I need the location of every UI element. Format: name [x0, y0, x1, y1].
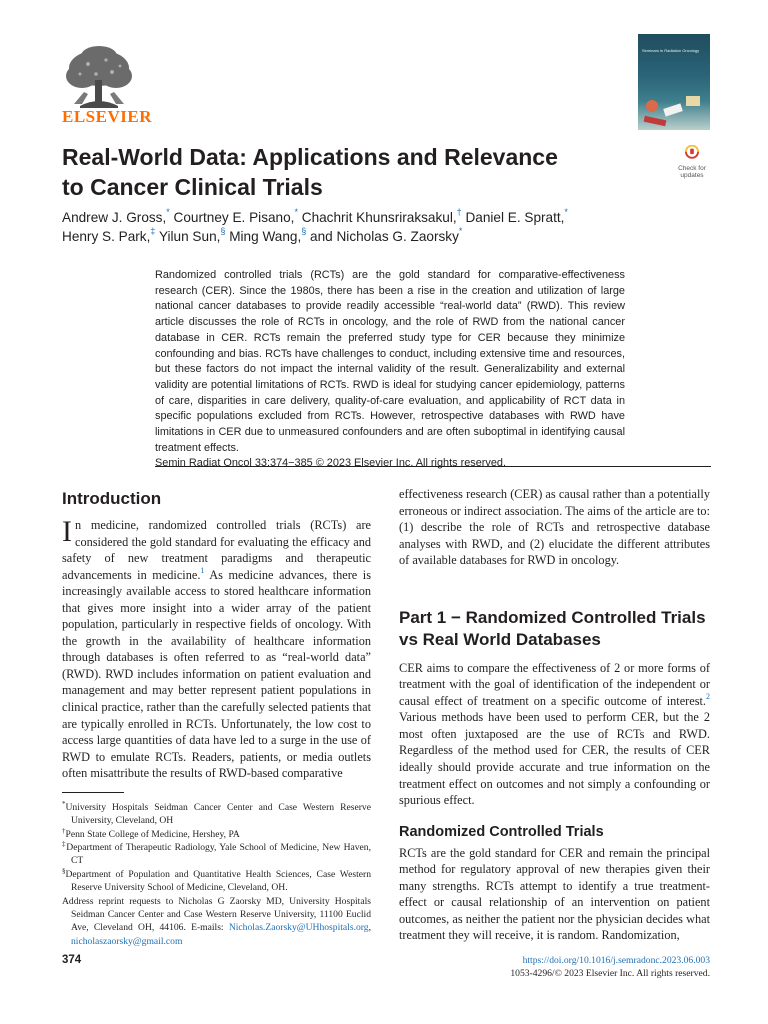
citation-link[interactable]: 2: [706, 691, 710, 701]
issn-copyright: 1053-4296/© 2023 Elsevier Inc. All rights reserved.: [510, 968, 710, 979]
cover-art-shape: [646, 100, 658, 112]
section-heading-introduction: Introduction: [62, 489, 162, 508]
author[interactable]: Andrew J. Gross,*: [62, 207, 170, 225]
author[interactable]: Ming Wang,§: [229, 226, 307, 244]
abstract-citation: Semin Radiat Oncol 33:374−385 © 2023 Elsevier Inc. All rights reserved.: [155, 457, 506, 470]
left-column: [62, 488, 371, 948]
journal-cover-thumbnail[interactable]: [638, 34, 710, 130]
affiliations: [62, 801, 371, 948]
cover-art-shape: [686, 96, 700, 106]
doi-link[interactable]: https://doi.org/10.1016/j.semradonc.2023.06.003: [522, 955, 710, 966]
publisher-name[interactable]: ELSEVIER: [62, 107, 152, 126]
article-title: Real-World Data: Applications and Relevance to Cancer Clinical Trials: [62, 144, 558, 200]
journal-cover-title: Seminars in Radiation Oncology: [642, 48, 700, 53]
author[interactable]: and Nicholas G. Zaorsky*: [310, 226, 463, 244]
intro-paragraph: In medicine, randomized controlled trials (RCTs) are considered the gold standard for evaluating the efficacy and safety of new treatment paradigms and therapeutic advancements in medicine.$^1$ As medicine advances, there is increasingly available access to stored healthcare information that gives more insight into a wider array of the patient population, particularly in respective fields of oncology. With the growth in the availability of healthcare information through databases is often referred to as “real-world data” (RWD). RWD includes information on patient evaluation and management and may better represent patient populations in clinical practice, rather than the carefully selected patients that are typically enrolled in RCTs. Unfortunately, the low cost to access large quantities of data have led to a surge in the use of RWD to emulate RCTs. Readers, patients, or media outlets often misattribute the results of RWD-based comparative: [62, 515, 371, 781]
author-list: [62, 208, 682, 246]
subsection-heading-rcts: Randomized Controlled Trials: [399, 823, 604, 840]
page-number: 374: [62, 954, 82, 966]
right-column: [399, 486, 710, 944]
affiliation-footnote: §Department of Population and Quantitative Health Sciences, Case Western Reserve University School of Medicine, Cleveland, OH.: [62, 866, 371, 894]
email-link[interactable]: Nicholas.Zaorsky@UHhospitals.org: [228, 922, 369, 934]
affiliation-footnote: †Penn State College of Medicine, Hershey, PA: [62, 826, 240, 840]
affiliation-footnote: ‡Department of Therapeutic Radiology, Yale School of Medicine, New Haven, CT: [62, 839, 372, 867]
author[interactable]: Yilun Sun,§: [158, 226, 226, 244]
correspondence-note: Address reprint requests to Nicholas G Zaorsky MD, University Hospitals Seidman Cancer Center and Case Western Reserve University, 11100 Euclid Ave, Cleveland OH, 44106. E-mails: Nicholas.Zaorsky@UHhospitals.org, nicholaszaorsky@gmail.com: [62, 895, 371, 947]
affiliation-footnote: *University Hospitals Seidman Cancer Center and Case Western Reserve University, Cleveland, OH: [62, 799, 371, 827]
check-for-updates-icon[interactable]: [674, 145, 710, 167]
part1-paragraph: CER aims to compare the effectiveness of 2 or more forms of treatment with the goal of identification of the independent or causal effect of treatment on a specific outcome of interest.$^2$ Various methods have been used to perform CER, but the 2 most often juxtaposed are the use of RCTs and RWD. Regardless of the method used for CER, the results of CER ideally should provide accurate and true information on the treatment effect on outcomes and not simply a confounding or spurious effect.: [399, 660, 710, 808]
abstract-text: Randomized controlled trials (RCTs) are the gold standard for comparative-effectiveness research (CER). Since the 1980s, there has been a rise in the creation and utilization of large national cancer databases to provide readily accessible “real-world data” (RWD). This review article discusses the role of RCTs in oncology, and the role of RWD from the national cancer database in CER. RCTs remain the preferred study type for CER because they minimize confounding and bias. RCTs have challenges to conduct, including extensive time and resources, but these factors do not impact the internal validity of the result. Generalizability and external validity are potential limitations of RCTs. RWD is ideal for studying cancer epidemiology, patterns of care, disparities in care delivery, quality-of-care evaluation, and applicability of RCT data in specific populations excluded from RCTs. However, retrospective databases with RWD have limitations in CER due to unmeasured confounders and are often suboptimal in identifying causal treatment effects.: [155, 269, 625, 454]
author[interactable]: Courtney E. Pisano,*: [173, 207, 298, 225]
section-heading-part-1: Part 1 − Randomized Controlled Trials vs Real World Databases: [399, 607, 706, 649]
abstract: [155, 268, 625, 472]
footnote-divider: [62, 792, 124, 793]
check-for-updates-label[interactable]: Check for updates: [678, 165, 706, 179]
author[interactable]: Henry S. Park,‡: [62, 226, 156, 244]
email-link[interactable]: nicholaszaorsky@gmail.com: [71, 935, 183, 947]
citation-link[interactable]: 1: [200, 565, 205, 575]
rct-paragraph: RCTs are the gold standard for CER and remain the principal method for regulatory approval of new therapies given their many strengths. RCTs attempt to identify a true treatment-effect or causal relationship of an intervention on patient outcomes, as neither the patient nor the physician decides what treatment they will receive, it is random. Randomization,: [399, 845, 710, 943]
drop-cap: I: [62, 515, 72, 548]
cover-art-shape: [644, 116, 667, 126]
intro-continuation: effectiveness research (CER) as causal rather than a potentially erroneous or indirect association. The aims of the article are to: (1) describe the role of RCTs and retrospective database analyses with RWD, and (2) elucidate the different attributes of available databases for RWD in oncology.: [399, 487, 710, 568]
author[interactable]: Daniel E. Spratt,*: [465, 207, 568, 225]
author[interactable]: Chachrit Khunsriraksakul,†: [301, 207, 462, 225]
cover-art-shape: [663, 103, 683, 116]
